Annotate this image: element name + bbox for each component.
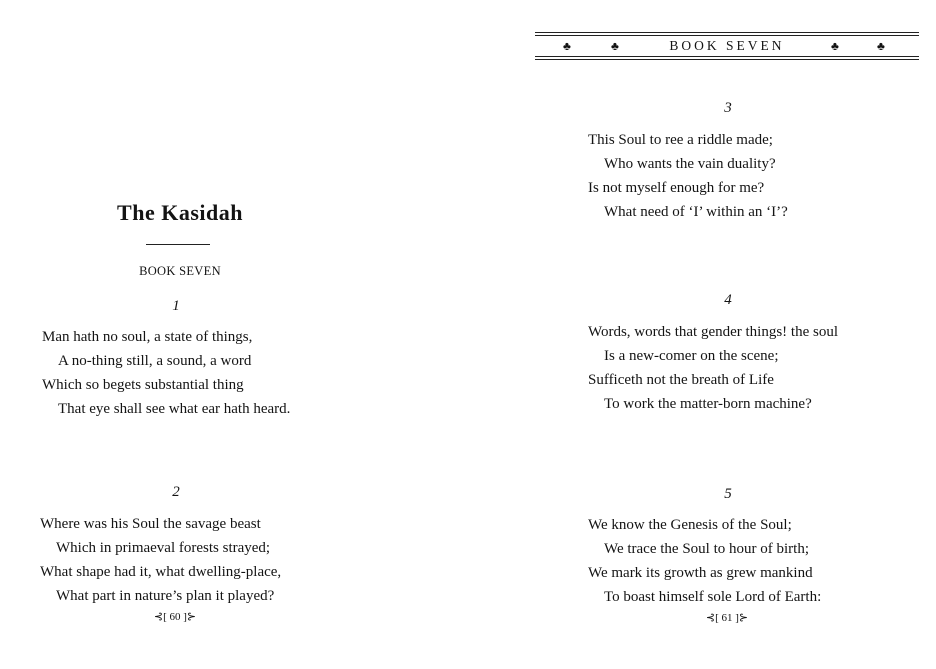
- page-number-right: ⊰[ 61 ]⊱: [705, 612, 749, 624]
- page-title: The Kasidah: [117, 200, 243, 225]
- club-ornament-icon: ♣: [831, 39, 839, 53]
- stanza-line: We trace the Soul to hour of birth;: [604, 541, 809, 557]
- book-label: BOOK SEVEN: [139, 264, 221, 278]
- stanza-line: We know the Genesis of the Soul;: [588, 517, 792, 533]
- page-number-left: ⊰[ 60 ]⊱: [153, 611, 197, 623]
- stanza-number-1: 1: [172, 298, 180, 314]
- stanza-line: Which so begets substantial thing: [42, 377, 244, 393]
- stanza-line: Where was his Soul the savage beast: [40, 516, 261, 532]
- club-ornament-icon: ♣: [563, 39, 571, 53]
- stanza-line: That eye shall see what ear hath heard.: [58, 401, 291, 417]
- running-header-title: BOOK SEVEN: [669, 38, 785, 53]
- stanza-number-5: 5: [724, 486, 732, 502]
- stanza-4: [588, 320, 838, 416]
- running-header: [535, 32, 919, 62]
- stanza-line: Which in primaeval forests strayed;: [56, 540, 271, 556]
- stanza-line: Is not myself enough for me?: [588, 180, 765, 196]
- title-divider: [146, 244, 210, 245]
- stanza-3: [588, 128, 788, 224]
- stanza-line: This Soul to ree a riddle made;: [588, 132, 773, 148]
- stanza-line: Is a new-comer on the scene;: [604, 348, 779, 364]
- club-ornament-icon: ♣: [877, 39, 885, 53]
- stanza-number-4: 4: [724, 292, 732, 308]
- stanza-line: What part in nature’s plan it played?: [56, 588, 275, 604]
- stanza-number-2: 2: [172, 484, 180, 500]
- stanza-line: To work the matter-born machine?: [604, 396, 812, 412]
- stanza-line: What shape had it, what dwelling-place,: [40, 564, 282, 580]
- stanza-2: [40, 512, 281, 608]
- stanza-5: [588, 513, 821, 609]
- club-ornament-icon: ♣: [611, 39, 619, 53]
- stanza-1: [42, 325, 290, 421]
- stanza-line: We mark its growth as grew mankind: [588, 565, 813, 581]
- stanza-line: Words, words that gender things! the soul: [588, 324, 839, 340]
- stanza-line: Sufficeth not the breath of Life: [588, 372, 774, 388]
- stanza-number-3: 3: [724, 100, 732, 116]
- stanza-line: Man hath no soul, a state of things,: [42, 329, 253, 345]
- stanza-line: A no-thing still, a sound, a word: [58, 353, 252, 369]
- stanza-line: What need of ‘I’ within an ‘I’?: [604, 204, 788, 220]
- stanza-line: To boast himself sole Lord of Earth:: [604, 589, 822, 605]
- stanza-line: Who wants the vain duality?: [604, 156, 776, 172]
